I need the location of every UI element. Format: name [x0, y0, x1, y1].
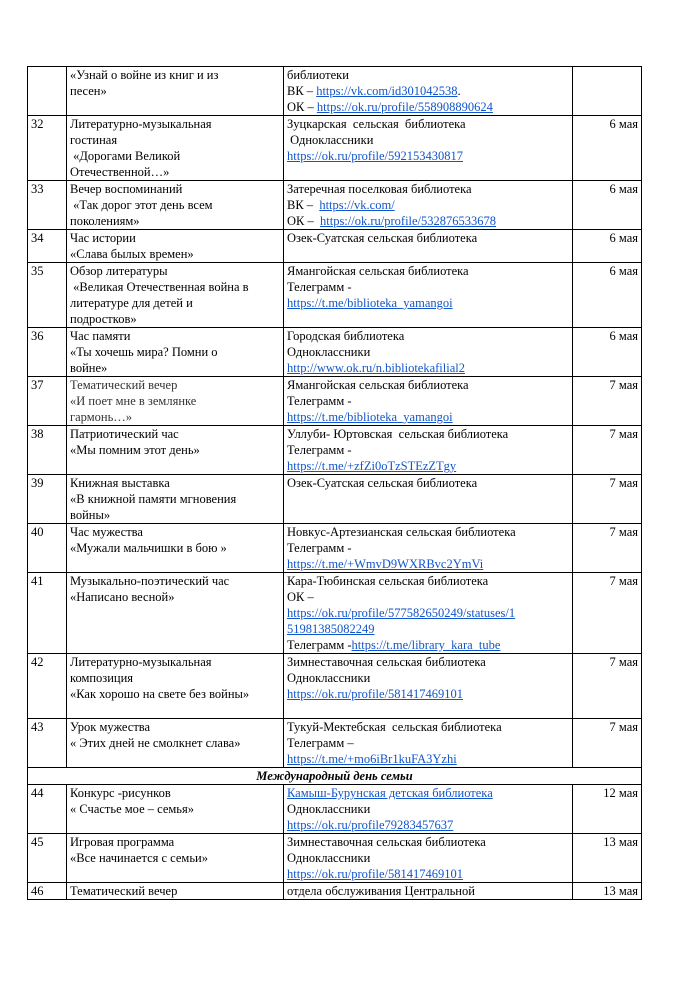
- venue-text: Городская библиотека: [287, 329, 405, 343]
- venue-line: [287, 99, 569, 115]
- event-venue: [284, 654, 573, 719]
- event-venue: [284, 328, 573, 377]
- event-title-line: « Счастье мое – семья»: [70, 802, 194, 816]
- venue-text: Зимнеставочная сельская библиотека: [287, 835, 486, 849]
- row-number: 39: [28, 475, 67, 524]
- event-title-line: Тематический вечер: [70, 378, 178, 392]
- venue-link[interactable]: https://ok.ru/profile/581417469101: [287, 687, 464, 701]
- event-title: [67, 654, 284, 719]
- venue-text: Зимнеставочная сельская библиотека: [287, 655, 486, 669]
- venue-line: [287, 605, 569, 621]
- event-venue: [284, 377, 573, 426]
- table-row: [28, 67, 642, 116]
- event-title: [67, 883, 284, 900]
- venue-text: ОК –: [287, 100, 317, 114]
- event-title-line: «Написано весной»: [70, 590, 175, 604]
- venue-text: Одноклассники: [287, 133, 374, 147]
- venue-line: [287, 442, 569, 458]
- event-title-line: Конкурс -рисунков: [70, 786, 171, 800]
- event-title-line: войны»: [70, 508, 111, 522]
- venue-line: [287, 328, 569, 344]
- venue-text: Одноклассники: [287, 345, 371, 359]
- events-table: [27, 66, 642, 900]
- venue-text: Телеграмм -: [287, 638, 352, 652]
- event-title-line: Литературно-музыкальная: [70, 655, 212, 669]
- venue-link[interactable]: https://ok.ru/profile/581417469101: [287, 867, 464, 881]
- venue-link[interactable]: 51981385082249: [287, 622, 375, 636]
- venue-line: [287, 83, 569, 99]
- venue-text: Телеграмм -: [287, 443, 352, 457]
- table-row: [28, 377, 642, 426]
- event-title-line: Обзор литературы: [70, 264, 168, 278]
- table-row: [28, 475, 642, 524]
- venue-text: [287, 703, 290, 717]
- venue-line: [287, 377, 569, 393]
- venue-line: [287, 850, 569, 866]
- venue-line: [287, 213, 569, 229]
- event-date: 6 мая: [573, 116, 642, 181]
- event-title: [67, 328, 284, 377]
- event-date: 12 мая: [573, 785, 642, 834]
- venue-line: [287, 230, 569, 246]
- venue-line: [287, 181, 569, 197]
- event-title: [67, 426, 284, 475]
- event-title-line: Тематический вечер: [70, 884, 178, 898]
- venue-line: [287, 540, 569, 556]
- venue-line: [287, 735, 569, 751]
- table-row: [28, 573, 642, 654]
- event-title: [67, 785, 284, 834]
- event-title-line: «Мы помним этот день»: [70, 443, 200, 457]
- row-number: 40: [28, 524, 67, 573]
- event-title-line: композиция: [70, 671, 134, 685]
- venue-suffix: .: [457, 84, 461, 98]
- venue-line: [287, 475, 569, 491]
- event-title: [67, 67, 284, 116]
- event-venue: [284, 719, 573, 768]
- event-title-line: поколениям»: [70, 214, 140, 228]
- event-venue: [284, 834, 573, 883]
- venue-text: Одноклассники: [287, 802, 371, 816]
- venue-line: [287, 263, 569, 279]
- event-date: 6 мая: [573, 328, 642, 377]
- venue-text: Телеграмм –: [287, 736, 354, 750]
- venue-link[interactable]: https://t.me/+zfZi0oTzSTEzZTgy: [287, 459, 457, 473]
- venue-line: [287, 751, 569, 767]
- venue-line: [287, 344, 569, 360]
- event-title-line: Отечественной…»: [70, 165, 170, 179]
- row-number: 34: [28, 230, 67, 263]
- table-row: [28, 785, 642, 834]
- table-row: [28, 524, 642, 573]
- venue-link[interactable]: https://t.me/biblioteka_yamangoi: [287, 410, 453, 424]
- venue-link[interactable]: https://ok.ru/profile/558908890624: [316, 100, 493, 114]
- table-row: [28, 883, 642, 900]
- venue-text: Затеречная поселковая библиотека: [287, 182, 472, 196]
- venue-line: [287, 621, 569, 637]
- event-date: [573, 67, 642, 116]
- venue-line: [287, 702, 569, 718]
- table-row: [28, 263, 642, 328]
- event-venue: [284, 573, 573, 654]
- venue-text: Зуцкарская сельская библиотека: [287, 117, 466, 131]
- row-number: 46: [28, 883, 67, 900]
- venue-link[interactable]: https://ok.ru/profile/577582650249/statuses/1: [287, 606, 516, 620]
- event-title: [67, 475, 284, 524]
- event-title: [67, 719, 284, 768]
- venue-text: Телеграмм -: [287, 394, 352, 408]
- venue-text: ОК –: [287, 590, 314, 604]
- event-date: 7 мая: [573, 475, 642, 524]
- venue-line: [287, 719, 569, 735]
- event-title-line: Литературно-музыкальная: [70, 117, 212, 131]
- event-date: 7 мая: [573, 426, 642, 475]
- event-title-line: Час мужества: [70, 525, 143, 539]
- events-table-body: [28, 67, 642, 900]
- event-date: 7 мая: [573, 377, 642, 426]
- event-title-line: Музыкально-поэтический час: [70, 574, 230, 588]
- venue-text: Уллуби- Юртовская сельская библиотека: [287, 427, 509, 441]
- event-title-line: Урок мужества: [70, 720, 151, 734]
- event-venue: [284, 475, 573, 524]
- venue-text: Одноклассники: [287, 671, 371, 685]
- event-date: 7 мая: [573, 654, 642, 719]
- venue-text: ВК –: [287, 84, 317, 98]
- event-title: [67, 116, 284, 181]
- event-title-line: гостиная: [70, 133, 118, 147]
- venue-text: Телеграмм -: [287, 541, 352, 555]
- venue-line: [287, 360, 569, 376]
- venue-text: Ямангойская сельская библиотека: [287, 264, 469, 278]
- venue-link[interactable]: https://t.me/library_kara_tube: [351, 638, 501, 652]
- event-date: 13 мая: [573, 883, 642, 900]
- table-row: [28, 426, 642, 475]
- venue-link[interactable]: https://ok.ru/profile/592153430817: [287, 149, 464, 163]
- event-date: 6 мая: [573, 230, 642, 263]
- event-date: 7 мая: [573, 719, 642, 768]
- venue-link[interactable]: https://t.me/+mo6iBr1kuFA3Yzhi: [287, 752, 457, 766]
- event-title-line: Игровая программа: [70, 835, 175, 849]
- event-venue: [284, 524, 573, 573]
- venue-line: [287, 426, 569, 442]
- row-number: 33: [28, 181, 67, 230]
- event-title: [67, 524, 284, 573]
- venue-text: Новкус-Артезианская сельская библиотека: [287, 525, 516, 539]
- venue-line: [287, 132, 569, 148]
- event-title-line: «Все начинается с семьи»: [70, 851, 208, 865]
- event-title-line: гармонь…»: [70, 410, 133, 424]
- event-title-line: «Мужали мальчишки в бою »: [70, 541, 227, 555]
- venue-line: [287, 883, 569, 899]
- row-number: 42: [28, 654, 67, 719]
- venue-text: библиотеки: [287, 68, 349, 82]
- row-number: 32: [28, 116, 67, 181]
- event-venue: [284, 426, 573, 475]
- venue-line: [287, 197, 569, 213]
- venue-line: [287, 556, 569, 572]
- event-title-line: «Как хорошо на свете без войны»: [70, 687, 250, 701]
- venue-text: Ямангойская сельская библиотека: [287, 378, 469, 392]
- venue-text: Кара-Тюбинская сельская библиотека: [287, 574, 489, 588]
- event-date: 7 мая: [573, 573, 642, 654]
- section-title: Международный день семьи: [28, 768, 642, 785]
- venue-link[interactable]: https://ok.ru/profile79283457637: [287, 818, 454, 832]
- event-title: [67, 834, 284, 883]
- event-title: [67, 181, 284, 230]
- row-number: 41: [28, 573, 67, 654]
- section-header-row: [28, 768, 642, 785]
- venue-text: ОК –: [287, 214, 320, 228]
- event-title-line: «Слава былых времен»: [70, 247, 194, 261]
- event-title-line: песен»: [70, 84, 107, 98]
- venue-line: [287, 785, 569, 801]
- row-number: 45: [28, 834, 67, 883]
- event-title-line: Книжная выставка: [70, 476, 170, 490]
- venue-text: отдела обслуживания Центральной: [287, 884, 475, 898]
- venue-line: [287, 279, 569, 295]
- venue-line: [287, 817, 569, 833]
- venue-line: [287, 573, 569, 589]
- venue-line: [287, 524, 569, 540]
- venue-link[interactable]: Камыш-Бурунская детская библиотека: [287, 786, 493, 800]
- venue-link[interactable]: https://vk.com/id301042538: [316, 84, 458, 98]
- event-venue: [284, 116, 573, 181]
- event-venue: [284, 263, 573, 328]
- row-number: 36: [28, 328, 67, 377]
- event-title-line: Час истории: [70, 231, 136, 245]
- event-date: 6 мая: [573, 181, 642, 230]
- venue-text: Озек-Суатская сельская библиотека: [287, 476, 478, 490]
- event-title-line: Вечер воспоминаний: [70, 182, 183, 196]
- venue-link[interactable]: https://t.me/+WmvD9WXRBvc2YmVi: [287, 557, 484, 571]
- venue-line: [287, 148, 569, 164]
- row-number: 43: [28, 719, 67, 768]
- table-row: [28, 116, 642, 181]
- venue-line: [287, 116, 569, 132]
- row-number: 35: [28, 263, 67, 328]
- event-title-line: «В книжной памяти мгновения: [70, 492, 237, 506]
- event-title-line: «Так дорог этот день всем: [70, 198, 213, 212]
- event-title-line: литературе для детей и: [70, 296, 193, 310]
- table-row: [28, 834, 642, 883]
- venue-line: [287, 589, 569, 605]
- event-venue: [284, 230, 573, 263]
- event-date: 7 мая: [573, 524, 642, 573]
- event-title-line: Час памяти: [70, 329, 131, 343]
- event-title-line: «И поет мне в землянке: [70, 394, 197, 408]
- event-title-line: Патриотический час: [70, 427, 179, 441]
- event-title-line: подростков»: [70, 312, 137, 326]
- table-row: [28, 654, 642, 719]
- venue-text: Телеграмм -: [287, 280, 352, 294]
- table-row: [28, 181, 642, 230]
- venue-line: [287, 67, 569, 83]
- event-date: 13 мая: [573, 834, 642, 883]
- event-title: [67, 377, 284, 426]
- venue-text: ВК –: [287, 198, 320, 212]
- event-title-line: «Узнай о войне из книг и из: [70, 68, 219, 82]
- venue-line: [287, 458, 569, 474]
- event-title: [67, 230, 284, 263]
- venue-text: Озек-Суатская сельская библиотека: [287, 231, 478, 245]
- event-venue: [284, 883, 573, 900]
- event-date: 6 мая: [573, 263, 642, 328]
- venue-line: [287, 834, 569, 850]
- venue-line: [287, 801, 569, 817]
- venue-line: [287, 670, 569, 686]
- table-row: [28, 719, 642, 768]
- event-title-line: « Этих дней не смолкнет слава»: [70, 736, 241, 750]
- venue-link[interactable]: http://www.ok.ru/n.bibliotekafilial2: [287, 361, 465, 375]
- event-title-line: войне»: [70, 361, 108, 375]
- venue-line: [287, 654, 569, 670]
- row-number: 44: [28, 785, 67, 834]
- venue-line: [287, 295, 569, 311]
- venue-text: Одноклассники: [287, 851, 371, 865]
- row-number: 37: [28, 377, 67, 426]
- venue-link[interactable]: https://t.me/biblioteka_yamangoi: [287, 296, 453, 310]
- event-title: [67, 263, 284, 328]
- venue-link[interactable]: https://ok.ru/profile/532876533678: [320, 214, 497, 228]
- table-row: [28, 230, 642, 263]
- table-row: [28, 328, 642, 377]
- event-venue: [284, 67, 573, 116]
- venue-line: [287, 409, 569, 425]
- event-venue: [284, 181, 573, 230]
- event-title-line: «Дорогами Великой: [70, 149, 181, 163]
- event-title: [67, 573, 284, 654]
- event-venue: [284, 785, 573, 834]
- venue-text: Тукуй-Мектебская сельская библиотека: [287, 720, 502, 734]
- venue-link[interactable]: https://vk.com/: [319, 198, 395, 212]
- venue-line: [287, 637, 569, 653]
- row-number: [28, 67, 67, 116]
- event-title-line: «Ты хочешь мира? Помни о: [70, 345, 218, 359]
- event-title-line: «Великая Отечественная война в: [70, 280, 249, 294]
- row-number: 38: [28, 426, 67, 475]
- venue-line: [287, 393, 569, 409]
- venue-line: [287, 686, 569, 702]
- venue-line: [287, 866, 569, 882]
